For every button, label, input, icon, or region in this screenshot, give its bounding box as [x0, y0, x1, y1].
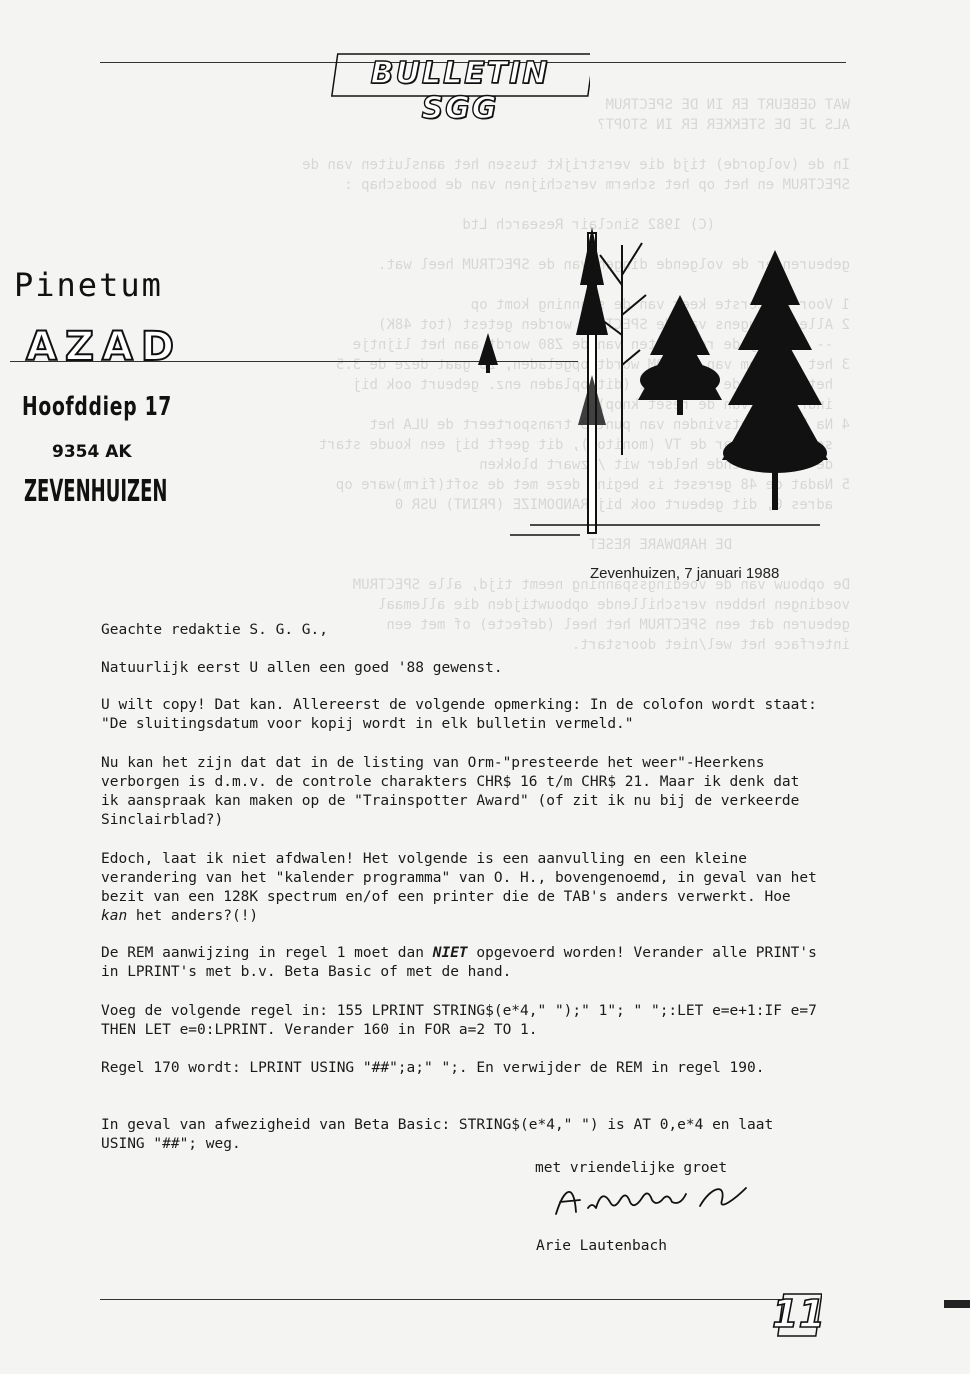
- letter-signer: Arie Lautenbach: [536, 1238, 667, 1254]
- letterhead-brand: AZAD: [26, 324, 183, 370]
- letter-paragraph-listing: Nu kan het zijn dat dat in de listing van Orm-"presteerde het weer"-Heerkens verborgen is d.m.v. de controle charakters CHR$ 16 t/m CHR$ 21. Maar ik denk dat ik aanspraak kan maken op de "Trainspotter Award" (of zit ik nu bij de verkeerde Sinclairblad?): [101, 755, 809, 828]
- amendment-text-a: Edoch, laat ik niet afdwalen! Het volgende is een aanvulling en een kleine verandering van het "kalender programma" van O. H., bovengenoemd, in geval van het bezit van een 128K spectrum en/of een printer die de TAB's anders verwerkt. Hoe: [101, 851, 826, 905]
- letter-paragraph-copy: U wilt copy! Dat kan. Allereerst de volgende opmerking: In de colofon wordt staat: "De sluitingsdatum voor kopij wordt in elk bulletin vermeld.": [101, 697, 826, 732]
- masthead-logo: [330, 52, 590, 126]
- rem-emphasis: NIET: [432, 945, 468, 961]
- letter-paragraph-insert-line: Voeg de volgende regel in: 155 LPRINT STRING$(e*4," ");" 1"; " ";:LET e=e+1:IF e=7 THEN LET e=0:LPRINT. Verander 160 in FOR a=2 TO 1.: [101, 1003, 826, 1038]
- letter-paragraph-beta-basic: In geval van afwezigheid van Beta Basic: STRING$(e*4," ") is AT 0,e*4 en laat USING "##"; weg.: [101, 1117, 782, 1152]
- amendment-emphasis: kan: [101, 908, 128, 924]
- amendment-text-b: het anders?(!): [127, 908, 259, 924]
- rem-text-a: De REM aanwijzing in regel 1 moet dan: [101, 945, 433, 961]
- bottom-rule: [100, 1299, 780, 1300]
- letter-paragraph-amendment: [101, 850, 826, 926]
- page-edge-mark: [944, 1300, 970, 1308]
- letterhead-street: Hoofddiep 17: [22, 392, 173, 422]
- letterhead-city: ZEVENHUIZEN: [24, 474, 168, 509]
- letter-salutation: Geachte redaktie S. G. G.,: [101, 622, 328, 638]
- rem-text-b: opgevoerd worden! Verander alle PRINT's in LPRINT's met b.v. Beta Basic of met de hand.: [101, 945, 826, 980]
- bleed-through-text: WAT GEBEURT ER IN DE SPECTRUM ALS JE DE STEKKER ER IN STOPT? In de (volgorde) tijd die verstrijkt tussen het aansluiten van de SPECTRUM en het op het scherm verschijnen van de boodschap : (C) 1982 Sinclair Research Ltd gebeuren er de volgende dingen van de SPECTRUM heel wat. 1 Voor eerste keer van de spanning komt op 2 Alle de SPECTRUM worden getest (tot 48K) -- de van de Z80 wordt aan het lijntje 3 het van wordt opgeladen, gaat deze de 3.5 het de (dit opladen enz. gebeurt ook bij de reset knop) 4 Na plaatsvinden van punt transporteert de ULA het de TV (monitor), dit geeft bij een koude start de helder wit / zwart blokken 5 Nadat 48 gereset is begint deze met de soft(firm)ware op adres dit gebeurt ook bij RANDOMIZE (PRINT) USR 0 DE HARDWARE RESET De opbouw van de voedingsspanning neemt tijd, alle SPECTRUM voedingen hebben verschillende opbouwtijden die allemaal gebeuren dat een SPECTRUM het heel (defecte) of met een interface het wel/niet doorstart.: [302, 97, 850, 653]
- letter-paragraph-line-170: Regel 170 wordt: LPRINT USING "##";a;" ";. En verwijder de REM in regel 190.: [101, 1060, 765, 1076]
- handwritten-signature: [550, 1178, 750, 1224]
- pine-trees-illustration: [470, 225, 830, 555]
- masthead-title: BULLETIN SGG: [370, 56, 550, 126]
- letterhead-postcode: 9354 AK: [52, 442, 132, 462]
- page-number-badge: [772, 1292, 825, 1338]
- letterhead-name: Pinetum: [14, 266, 163, 304]
- letter-closing: met vriendelijke groet: [535, 1160, 728, 1176]
- letter-paragraph-rem: [101, 944, 826, 982]
- page-number: 11: [772, 1292, 825, 1336]
- letter-dateline: Zevenhuizen, 7 januari 1988: [590, 565, 780, 582]
- letter-paragraph-greeting: Natuurlijk eerst U allen een goed '88 gewenst.: [101, 660, 503, 676]
